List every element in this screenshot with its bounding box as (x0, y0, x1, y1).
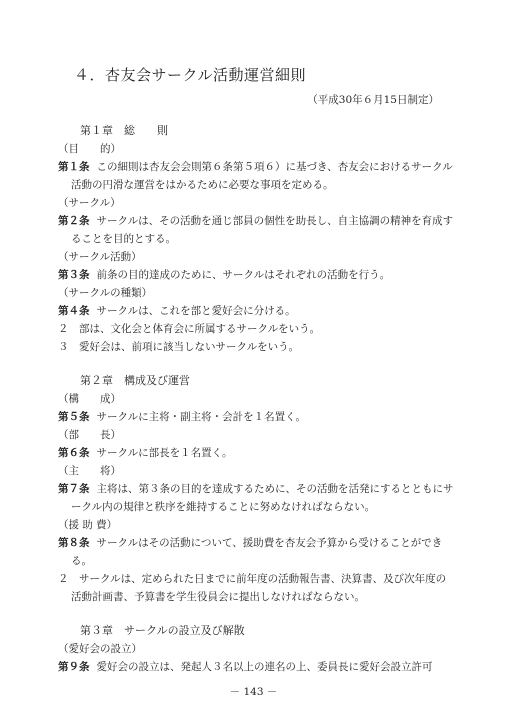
article-text: サークルに主将・副主将・会計を１名置く。 (96, 411, 306, 423)
article-paragraph: ２ 部は、文化会と体育会に所属するサークルをいう。 (58, 323, 321, 335)
article (58, 266, 454, 284)
article (58, 444, 454, 462)
article-caption: （サークル活動） (58, 251, 142, 263)
article-text: サークルはその活動について、援助費を杏友会予算から受けることができる。 (71, 537, 443, 567)
article (58, 658, 454, 676)
chapter-heading: 第２章 構成及び運営 (80, 374, 190, 387)
article-text: 主将は、第３条の目的を達成するために、その活動を活発にするとともにサークル内の規律と秩序を維持することに努めなければならない。 (71, 483, 454, 513)
article-text: 愛好会の設立は、発起人３名以上の連名の上、委員長に愛好会設立許可 (96, 661, 433, 673)
article (58, 158, 454, 194)
article (58, 302, 454, 320)
article-paragraph: ２ サークルは、定められた日までに前年度の活動報告書、決算書、及び次年度の活動計画書、予算書を学生役員会に提出しなければならない。 (58, 573, 447, 603)
article-text: サークルは、これを部と愛好会に分ける。 (96, 305, 296, 317)
article-caption: （援 助 費） (58, 519, 118, 531)
article (58, 212, 454, 248)
chapter-heading: 第３章 サークルの設立及び解散 (80, 624, 245, 637)
article (58, 480, 454, 516)
article-text: 前条の目的達成のために、サークルはそれぞれの活動を行う。 (96, 269, 391, 281)
chapter-heading: 第１章 総 則 (80, 124, 168, 137)
article (58, 408, 454, 426)
article-number: 第７条 (58, 483, 90, 495)
page-number: － 143 － (229, 686, 278, 698)
article (58, 534, 454, 570)
article-text: サークルに部長を１名置く。 (96, 447, 233, 459)
document-title: ４．杏友会サークル活動運営細則 (74, 66, 307, 84)
article-caption: （サークル） (58, 197, 121, 209)
article-number: 第２条 (58, 215, 90, 227)
article-caption: （構 成） (58, 393, 121, 405)
article-number: 第５条 (58, 411, 90, 423)
article-number: 第４条 (58, 305, 90, 317)
article-number: 第８条 (58, 537, 90, 549)
article-text: この細則は杏友会会則第６条第５項６）に基づき、杏友会におけるサークル活動の円滑な運営をはかるために必要な事項を定める。 (71, 161, 453, 191)
article-number: 第６条 (58, 447, 90, 459)
article-caption: （部 長） (58, 429, 121, 441)
article-caption: （目 的） (58, 143, 121, 155)
article-caption: （サークルの種類） (58, 287, 153, 299)
enactment-date: （平成30年６月15日制定） (307, 94, 439, 106)
article-number: 第９条 (58, 661, 90, 673)
article-paragraph: ３ 愛好会は、前項に該当しないサークルをいう。 (58, 341, 300, 353)
article-caption: （愛好会の設立） (58, 643, 142, 655)
article-caption: （主 将） (58, 465, 121, 477)
regulation-body (58, 122, 454, 676)
article-text: サークルは、その活動を通じ部員の個性を助長し、自主協調の精神を育成することを目的とする。 (71, 215, 454, 245)
article-number: 第３条 (58, 269, 90, 281)
article-number: 第１条 (58, 161, 90, 173)
